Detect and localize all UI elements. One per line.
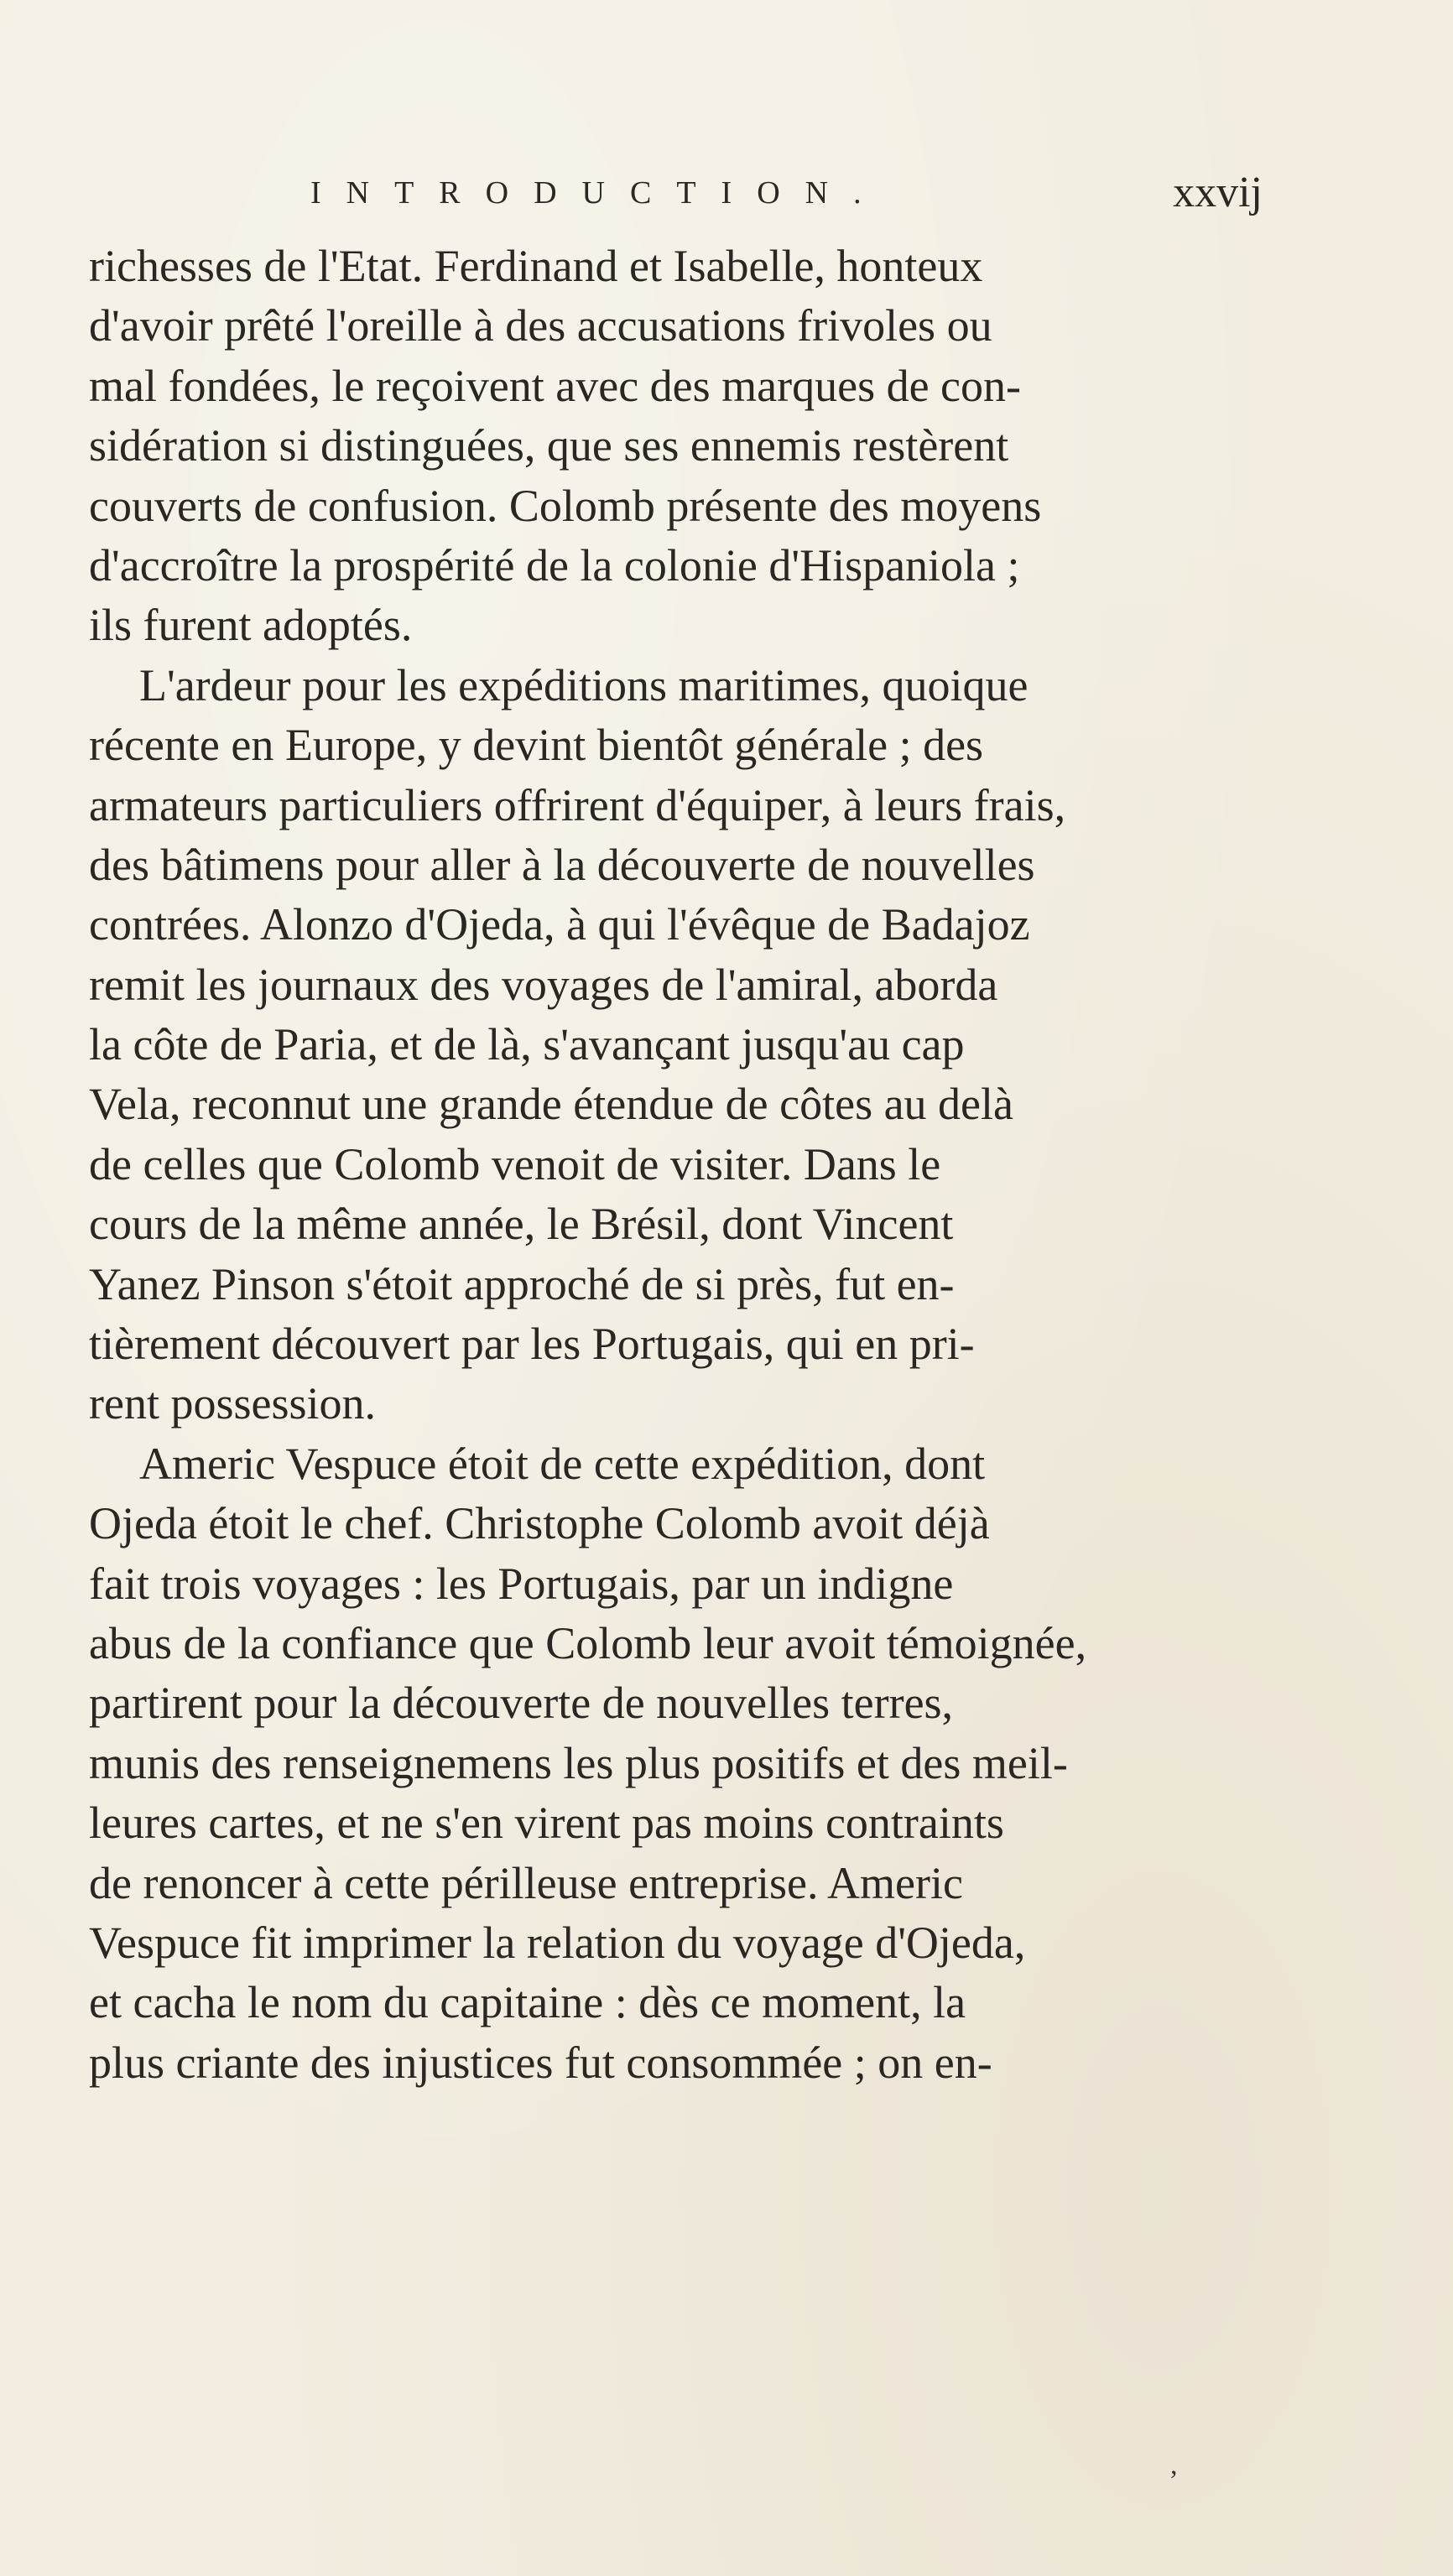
text-line: partirent pour la découverte de nouvelles terres, <box>89 1678 954 1729</box>
text-line: rent possession. <box>89 1378 376 1429</box>
text-line: armateurs particuliers offrirent d'équiper, à leurs frais, <box>89 779 1066 830</box>
text-line: couverts de confusion. Colomb présente des moyens <box>89 480 1042 531</box>
text-line: Ojeda étoit le chef. Christophe Colomb avoit déjà <box>89 1498 990 1549</box>
page-number: xxvij <box>1173 169 1263 216</box>
text-line: récente en Europe, y devint bientôt générale ; des <box>89 720 984 771</box>
text-line: leures cartes, et ne s'en virent pas moins contraints <box>89 1798 1004 1849</box>
text-line: cours de la même année, le Brésil, dont Vincent <box>89 1199 954 1250</box>
text-line: des bâtimens pour aller à la découverte de nouvelles <box>89 839 1035 890</box>
body-text <box>89 237 1263 2093</box>
text-line: tièrement découvert par les Portugais, qui en pri- <box>89 1319 975 1370</box>
text-line: sidération si distinguées, que ses ennemis restèrent <box>89 420 1009 471</box>
text-line: L'ardeur pour les expéditions maritimes, quoique <box>139 659 1029 710</box>
text-line: d'accroître la prospérité de la colonie d'Hispaniola ; <box>89 539 1020 591</box>
printer-mark: , <box>1170 2449 1178 2480</box>
text-line: Yanez Pinson s'étoit approché de si près, fut en- <box>89 1258 955 1309</box>
page-header <box>310 168 1263 226</box>
text-line: fait trois voyages : les Portugais, par un indigne <box>89 1558 954 1609</box>
text-line: ils furent adoptés. <box>89 600 413 651</box>
text-line: Americ Vespuce étoit de cette expédition, dont <box>139 1438 986 1489</box>
text-line: la côte de Paria, et de là, s'avançant jusqu'au cap <box>89 1019 965 1070</box>
text-line: de renoncer à cette périlleuse entreprise. Americ <box>89 1857 963 1908</box>
text-line: Vela, reconnut une grande étendue de côtes au delà <box>89 1079 1013 1130</box>
text-line: et cacha le nom du capitaine : dès ce moment, la <box>89 1977 966 2028</box>
running-head: INTRODUCTION. <box>310 175 887 211</box>
text-line: munis des renseignemens les plus positifs et des meil- <box>89 1737 1068 1788</box>
text-line: richesses de l'Etat. Ferdinand et Isabelle, honteux <box>89 241 983 291</box>
text-line: plus criante des injustices fut consommée ; on en- <box>89 2037 992 2088</box>
text-line: de celles que Colomb venoit de visiter. Dans le <box>89 1138 941 1189</box>
text-line: remit les journaux des voyages de l'amiral, aborda <box>89 959 998 1010</box>
text-line: Vespuce fit imprimer la relation du voyage d'Ojeda, <box>89 1917 1026 1968</box>
text-line: abus de la confiance que Colomb leur avoit témoignée, <box>89 1617 1087 1668</box>
text-line: d'avoir prêté l'oreille à des accusations frivoles ou <box>89 300 992 351</box>
text-line: contrées. Alonzo d'Ojeda, à qui l'évêque de Badajoz <box>89 899 1030 950</box>
text-line: mal fondées, le reçoivent avec des marques de con- <box>89 360 1022 411</box>
